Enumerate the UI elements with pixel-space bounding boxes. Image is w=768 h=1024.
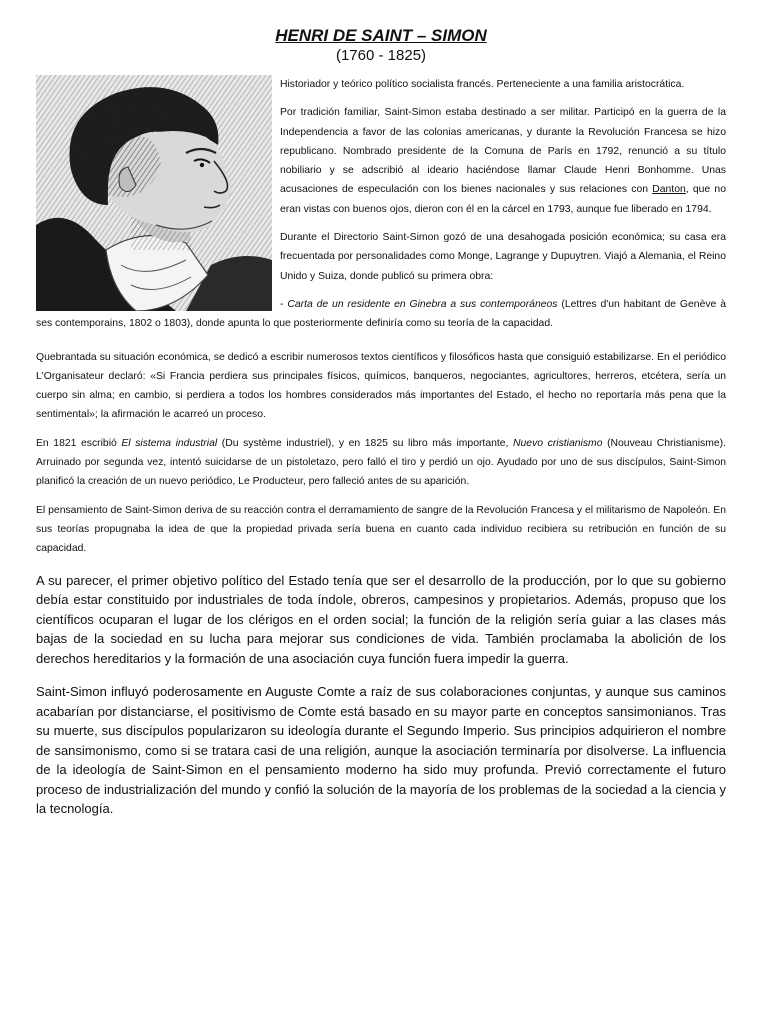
intro-section [36,75,726,559]
intro-paragraph-3: Durante el Directorio Saint-Simon gozó de una desahogada posición económica; su casa era frecuentada por personalidades como Monge, Lagrange y Dupuytren. Viajó a Alemania, el Reino Unido y Suiza, donde publicó su primera obra: [280,232,726,282]
paragraph-works [36,434,726,492]
portrait-engraving [36,75,272,311]
portrait-image [36,75,272,311]
work-title-christianity: Nuevo cristianismo [513,437,603,449]
life-dates: (1760 - 1825) [335,47,427,64]
first-work-title: Carta de un residente en Ginebra a sus contemporáneos [287,298,558,310]
works-text-2: (Du système industriel), y en 1825 su libro más importante, [217,437,514,449]
paragraph-thought: El pensamiento de Saint-Simon deriva de su reacción contra el derramamiento de sangre de la Revolución Francesa y el militarismo de Napoleón. En sus teorías propugnaba la idea de que la propiedad privada sería buena en cuanto cada individuo recibiera su retribución en función de su capacidad. [36,504,726,555]
intro-paragraph-1: Historiador y teórico político socialista francés. Perteneciente a una familia aristocrática. [280,79,685,90]
work-title-industrial: El sistema industrial [121,437,218,449]
first-work-description: (Lettres d'un habitant de Genève à ses contemporains, 1802 o 1803), donde apunta lo que posteriormente definiría como su teoría de la capacidad. [36,298,726,330]
page-title: HENRI DE SAINT – SIMON [275,26,487,45]
paragraph-state-objective: A su parecer, el primer objetivo político del Estado tenía que ser el desarrollo de la producción, por lo que su gobierno debía estar constituido por industriales de toda índole, obreros, campesinos y propietarios. Además, propuso que los científicos ocuparan el lugar de los clérigos en el orden social; la función de la religión sería guiar a las clases más bajas de la sociedad en su lucha para mejorar sus condiciones de vida. También proclamaba la abolición de los derechos hereditarios y la formación de una asociación cuya función fuera impedir la guerra. [36,572,726,666]
paragraph-organisateur: Quebrantada su situación económica, se dedicó a escribir numerosos textos científicos y filosóficos hasta que consiguió estabilizarse. En el periódico L'Organisateur declaró: «Si Francia perdiera sus principales físicos, químicos, banqueros, negociantes, agricultores, herreros, etcétera, sería un cuerpo sin alma; en cambio, si perdiera a todos los hombres considerados más importantes del Estado, el hecho no reportaría más pena que la sentimental»; la afirmación le acarreó un proceso. [36,351,726,421]
works-text-3: (Nouveau Christianisme). Arruinado por segunda vez, intentó suicidarse de un pistoletazo, pero falló el tiro y perdió un ojo. Ayudado por uno de sus discípulos, Saint-Simon planificó la creación de un nuevo periódico, Le Producteur, pero falleció antes de su aparición. [36,437,726,488]
intro-paragraph-2-text-end: , que no eran vistas con buenos ojos, dieron con él en la cárcel en 1793, aunque fue liberado en 1794. [280,184,726,215]
bullet-prefix: - [280,298,288,310]
paragraph-influence: Saint-Simon influyó poderosamente en Auguste Comte a raíz de sus colaboraciones conjuntas, y aunque sus caminos acabarían por distanciarse, el positivismo de Comte está basado en su mayor parte en conceptos sansimonianos. Tras su muerte, sus discípulos popularizaron su ideología durante el Segundo Imperio. Sus principios adquirieron el nombre de sansimonismo, como si se tratara casi de una religión, aunque la asociación terminaría por disolverse. La influencia de la ideología de Saint-Simon en el pensamiento moderno ha sido muy profunda. Previó correctamente el futuro proceso de industrialización del mundo y confió la solución de la mayoría de los problemas de la sociedad a la ciencia y la tecnología. [36,684,726,817]
large-text-section [36,571,726,819]
works-text-1: En 1821 escribió [36,437,122,449]
document-page [36,26,726,833]
danton-link[interactable]: Danton [652,184,686,196]
intro-paragraph-2-text: Por tradición familiar, Saint-Simon estaba destinado a ser militar. Participó en la guerra de la Independencia a favor de las colonias americanas, y durante la Revolución Francesa se hizo republicano. Nombrado presidente de la Comuna de París en 1792, renunció a su título nobiliario y se adscribió al ideario haciéndose llamar Claude Henri Bonhomme. Unas acusaciones de especulación con los bienes nacionales y sus relaciones con [280,107,726,196]
